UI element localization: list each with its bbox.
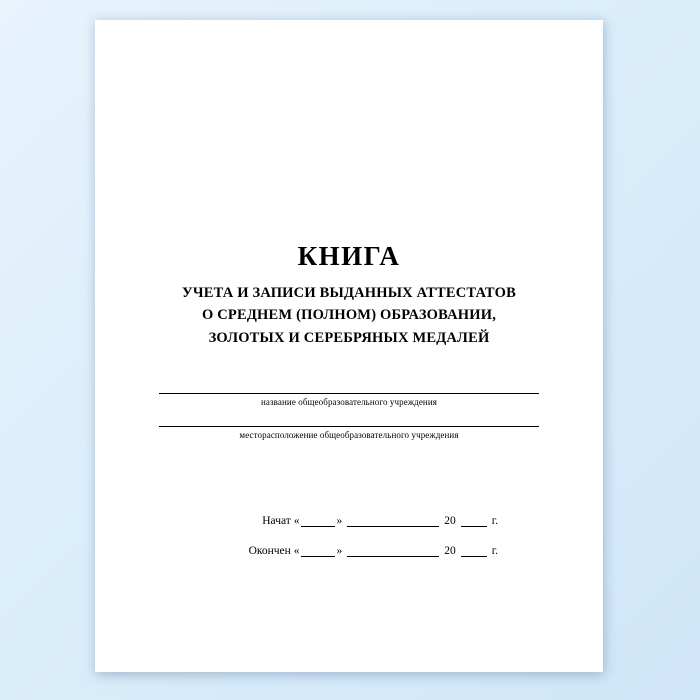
subtitle-line-2: О СРЕДНЕМ (ПОЛНОМ) ОБРАЗОВАНИИ,: [201, 307, 497, 324]
date-finished-year-prefix: 20: [444, 545, 456, 557]
subtitle-line-1: УЧЕТА И ЗАПИСИ ВЫДАННЫХ АТТЕСТАТОВ: [182, 284, 516, 301]
date-started-label: Начат «: [262, 515, 300, 527]
date-started-day-blank[interactable]: [301, 515, 335, 527]
institution-name-rule[interactable]: [159, 392, 539, 394]
date-finished-day-blank[interactable]: [301, 545, 335, 557]
date-finished-label: Окончен «: [248, 545, 300, 557]
date-started-month-blank[interactable]: [347, 515, 439, 527]
date-row-started: [199, 515, 499, 527]
date-finished-close-quote: »: [336, 545, 343, 557]
document-subtitle: [95, 282, 603, 349]
date-finished-year-blank[interactable]: [461, 545, 487, 557]
field-institution-location: [159, 425, 539, 440]
field-institution-name: [159, 392, 539, 407]
date-finished-year-suffix: г.: [491, 545, 498, 557]
date-started-close-quote: »: [336, 515, 343, 527]
institution-location-caption: месторасположение общеобразовательного учреждения: [239, 430, 459, 440]
page-title: КНИГА: [297, 241, 401, 271]
document-page-content: [95, 20, 603, 672]
date-started-year-prefix: 20: [444, 515, 456, 527]
title-block: [95, 242, 603, 349]
date-started-year-suffix: г.: [491, 515, 498, 527]
date-fields: [95, 515, 603, 575]
subtitle-line-3: ЗОЛОТЫХ И СЕРЕБРЯНЫХ МЕДАЛЕЙ: [208, 329, 490, 346]
date-started-year-blank[interactable]: [461, 515, 487, 527]
date-row-finished: [199, 545, 499, 557]
institution-name-caption: название общеобразовательного учреждения: [261, 397, 437, 407]
institution-location-rule[interactable]: [159, 425, 539, 427]
document-page: [95, 20, 603, 672]
date-finished-month-blank[interactable]: [347, 545, 439, 557]
institution-fields: [95, 392, 603, 458]
